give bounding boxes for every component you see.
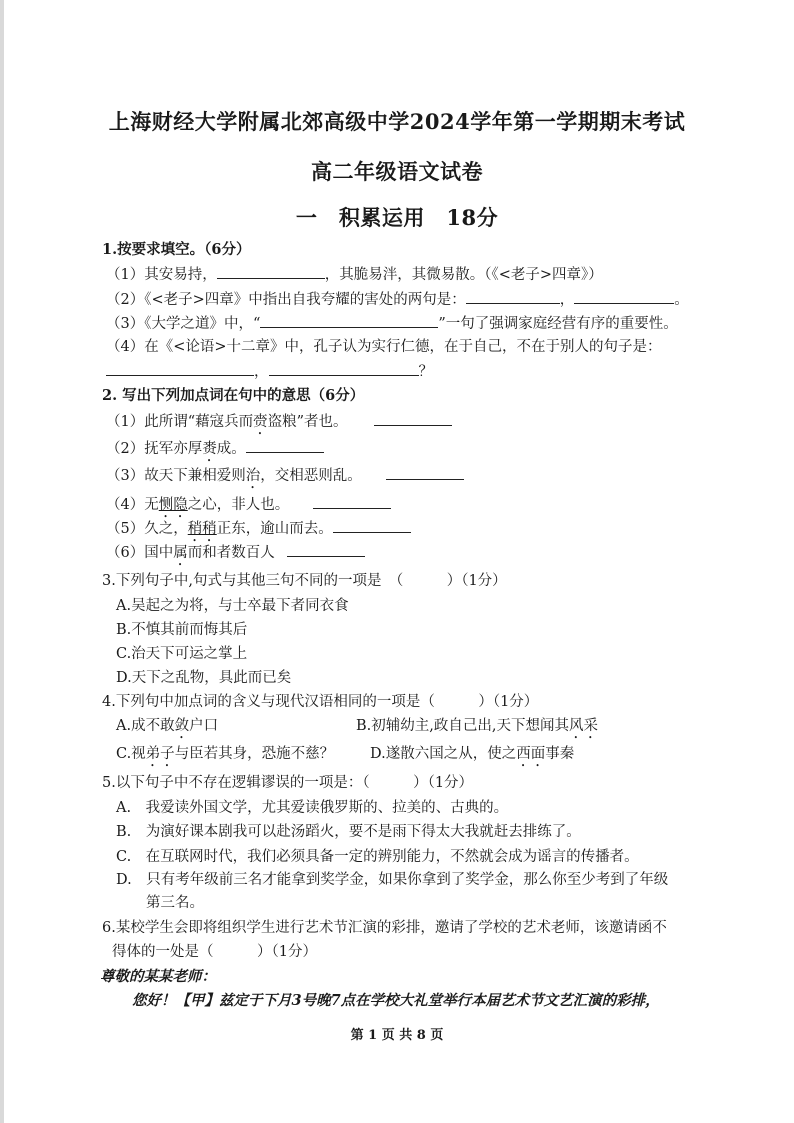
q2-item-3-text-a: （3）故天下兼相爱则 <box>106 468 246 484</box>
q1-item-1-text-a: （1）其安易持， <box>106 267 217 283</box>
q2-item-4-dotted-word: 恻隐 <box>158 497 188 513</box>
q1-item-2 <box>106 289 689 310</box>
q1-item-2-end: 。 <box>674 292 689 308</box>
q5-option-d: D. 只有考年级前三名才能拿到奖学金，如果你拿到了奖学金，那么你至少考到了年级 <box>116 872 669 888</box>
q2-item-5-text-a: （5）久之， <box>106 521 188 537</box>
q1-item-4: （4）在《<论语>十二章》中，孔子认为实行仁德，在于自己，不在于别人的句子是： <box>106 339 662 355</box>
q1-blank-3[interactable] <box>574 289 674 304</box>
q1-blank-6[interactable] <box>269 361 419 376</box>
q1-blank-2[interactable] <box>466 289 560 304</box>
q2-item-2 <box>106 438 324 465</box>
q1-item-4-end: ？ <box>418 364 433 380</box>
q5-stem: 5.以下句子中不存在逻辑谬误的一项是：（ ）（1分） <box>102 775 474 791</box>
q3-option-d: D.天下之乱物，具此而已矣 <box>116 670 292 686</box>
q2-blank-1[interactable] <box>374 411 452 426</box>
q2-item-6 <box>106 542 365 569</box>
q4-option-c-text: C.视 <box>116 746 146 762</box>
q2-item-4-text-a: （4）无 <box>106 497 159 513</box>
q4-option-b-dotted: 风采 <box>568 718 598 734</box>
q2-item-2-text-b: 成。 <box>216 441 246 457</box>
q2-blank-5[interactable] <box>333 518 411 533</box>
q2-blank-6[interactable] <box>287 542 365 557</box>
q2-item-3-text-b: ，交相恶则乱。 <box>260 468 362 484</box>
page-number: 第 1 页 共 8 页 <box>350 1028 444 1043</box>
q2-item-1-text-a: （1）此所谓“藉寇兵而 <box>106 414 254 430</box>
q3-stem: 3.下列句子中,句式与其他三句不同的一项是 （ ）（1分） <box>102 573 507 589</box>
q2-blank-3[interactable] <box>386 465 464 480</box>
q2-item-5-dotted-word: 稍稍 <box>187 521 217 537</box>
section-heading: 一 积累运用 18分 <box>295 205 499 230</box>
q1-item-4-blanks <box>106 361 433 382</box>
q3-option-b: B.不慎其前而悔其后 <box>116 622 248 638</box>
q2-item-4-text-b: 之心，非人也。 <box>187 497 290 513</box>
q1-item-1-text-b: ，其脆易泮，其微易散。（《<老子>四章》） <box>324 267 603 283</box>
q6-stem-line-1: 6.某校学生会即将组织学生进行艺术节汇演的彩排，邀请了学校的艺术老师，该邀请函不 <box>102 920 667 936</box>
q2-item-6-text-b: 而和者数百人 <box>187 545 275 561</box>
q4-option-a-text: A.成不敢 <box>116 718 175 734</box>
q2-item-1-text-b: 盗粮”者也。 <box>267 414 348 430</box>
q2-item-4 <box>106 494 391 521</box>
q1-stem: 1.按要求填空。（6分） <box>102 241 251 258</box>
q2-blank-2[interactable] <box>246 438 324 453</box>
q4-stem: 4.下列句中加点词的含义与现代汉语相同的一项是（ ）（1分） <box>102 694 539 710</box>
q1-item-2-sep: ， <box>559 292 575 308</box>
q2-stem: 2. 写出下列加点词在句中的意思（6分） <box>102 387 365 404</box>
q1-item-1 <box>106 264 603 285</box>
q2-item-2-dotted-word: 赉 <box>202 441 217 457</box>
q2-item-1 <box>106 411 452 438</box>
q4-option-d <box>370 744 574 770</box>
q5-option-a: A. 我爱读外国文学，尤其爱读俄罗斯的、拉美的、古典的。 <box>116 800 509 816</box>
q2-item-1-dotted-word: 赍 <box>253 414 268 430</box>
q4-option-b <box>356 716 598 742</box>
q6-letter-body: 您好！【甲】兹定于下月3号晚7点在学校大礼堂举行本届艺术节文艺汇演的彩排， <box>132 992 660 1009</box>
q1-item-3-text-b: ”一句了强调家庭经营有序的重要性。 <box>438 316 678 332</box>
q1-item-3-text-a: （3）《大学之道》中，“ <box>106 316 261 332</box>
q4-option-a-dotted: 敛 <box>174 718 190 734</box>
q2-item-5 <box>106 518 411 545</box>
q4-option-c-dotted: 弟子 <box>145 746 175 762</box>
q4-option-c-tail: 与臣若其身，恐施不慈？ <box>174 746 335 762</box>
q2-blank-4[interactable] <box>313 494 391 509</box>
q3-option-c: C.治天下可运之掌上 <box>116 646 248 662</box>
q2-item-5-text-b: 正东，逾山而去。 <box>216 521 333 537</box>
q6-stem-line-2: 得体的一处是（ ）（1分） <box>112 944 317 960</box>
q1-blank-5[interactable] <box>106 361 254 376</box>
q4-option-b-text: B.初辅幼主,政自己出,天下想闻其 <box>356 718 569 734</box>
q4-option-d-dotted: 西面 <box>516 746 546 762</box>
q4-option-d-tail: 事秦 <box>545 746 575 762</box>
q4-option-a <box>116 716 218 742</box>
exam-title: 上海财经大学附属北郊高级中学2024学年第一学期期末考试 <box>108 109 686 134</box>
q5-option-b: B. 为演好课本剧我可以赴汤蹈火，要不是雨下得太大我就赶去排练了。 <box>116 824 581 840</box>
q4-option-a-tail: 户口 <box>189 718 219 734</box>
q2-item-6-text-a: （6）国中 <box>106 545 174 561</box>
q2-item-3-dotted-word: 治 <box>245 468 261 484</box>
q1-item-3 <box>106 313 678 334</box>
q4-option-d-text: D.遂散六国之从，使之 <box>370 746 517 762</box>
q2-item-6-dotted-word: 属 <box>173 545 188 561</box>
q5-option-d-cont: 第三名。 <box>146 895 204 911</box>
q1-item-2-text-a: （2）《<老子>四章》中指出自我夸耀的害处的两句是： <box>106 292 466 308</box>
q5-option-c: C. 在互联网时代，我们必须具备一定的辨别能力，不然就会成为谣言的传播者。 <box>116 849 639 865</box>
q3-option-a: A.吴起之为将，与士卒最下者同衣食 <box>116 598 349 614</box>
q1-blank-4[interactable] <box>260 313 438 328</box>
q4-option-c <box>116 744 334 770</box>
exam-subtitle: 高二年级语文试卷 <box>311 159 483 184</box>
q1-item-4-sep: ， <box>254 364 269 380</box>
q2-item-2-text-a: （2）抚军亦厚 <box>106 441 203 457</box>
q6-letter-salutation: 尊敬的某某老师： <box>100 968 216 985</box>
q2-item-3 <box>106 465 464 492</box>
q1-blank-1[interactable] <box>217 264 325 279</box>
